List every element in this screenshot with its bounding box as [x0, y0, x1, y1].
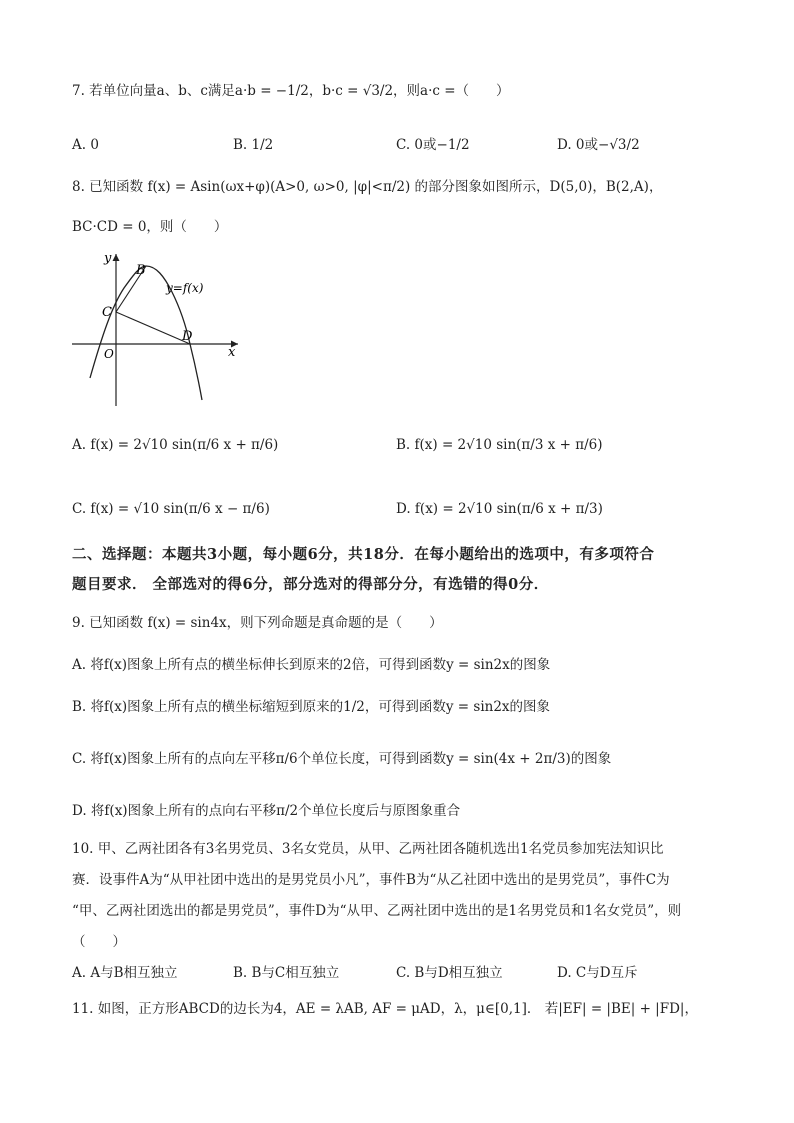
q7-option-d: D. 0或−√3/2 — [557, 137, 640, 153]
x-axis-label: x — [228, 345, 236, 360]
q9-option-d: D. 将f(x)图象上所有的点向右平移π/2个单位长度后与原图象重合 — [72, 803, 461, 819]
point-d-label: D — [182, 329, 193, 344]
q8-option-a: A. f(x) = 2√10 sin(π/6 x + π/6) — [72, 437, 279, 453]
q11-stem: 11. 如图，正方形ABCD的边长为4，AE = λAB, AF = μAD，λ，μ∈[0,1]． 若|EF| = |BE| + |FD|， — [72, 1001, 698, 1017]
q8-option-d: D. f(x) = 2√10 sin(π/6 x + π/3) — [396, 501, 603, 517]
q9-option-c: C. 将f(x)图象上所有的点向左平移π/6个单位长度，可得到函数y = sin(4x + 2π/3)的图象 — [72, 751, 612, 767]
origin-label: O — [104, 347, 114, 361]
curve-label: y=f(x) — [166, 281, 204, 295]
q9-option-b: B. 将f(x)图象上所有点的横坐标缩短到原来的1/2，可得到函数y = sin2x的图象 — [72, 699, 551, 715]
section2-line2: 题目要求． 全部选对的得6分，部分选对的得部分分，有选错的得0分． — [72, 576, 549, 593]
q10-option-c: C. B与D相互独立 — [396, 965, 503, 981]
q10-line1: 10. 甲、乙两社团各有3名男党员、3名女党员，从甲、乙两社团各随机选出1名党员参加宪法知识比 — [72, 841, 664, 857]
q7-stem-text: 7. 若单位向量a、b、c满足a·b = −1/2，b·c = √3/2，则a·c =（ ） — [72, 83, 510, 99]
point-b-label: B — [136, 263, 146, 278]
q10-line2: 赛．设事件A为“从甲社团中选出的是男党员小凡”，事件B为“从乙社团中选出的是男党员”，事件C为 — [72, 872, 670, 888]
section2-line1: 二、选择题：本题共3小题，每小题6分，共18分．在每小题给出的选项中，有多项符合 — [72, 546, 655, 563]
q8-option-c: C. f(x) = √10 sin(π/6 x − π/6) — [72, 501, 270, 517]
q10-line4: （ ） — [72, 934, 126, 950]
q9-stem: 9. 已知函数 f(x) = sin4x，则下列命题是真命题的是（ ） — [72, 615, 443, 631]
point-c-label: C — [102, 305, 112, 320]
q8-stem-line1: 8. 已知函数 f(x) = Asin(ωx+φ)(A>0, ω>0, |φ|<π/2) 的部分图象如图所示，D(5,0)，B(2,A)， — [72, 179, 663, 195]
q10-option-a: A. A与B相互独立 — [72, 965, 178, 981]
y-axis-label: y — [104, 251, 112, 266]
q8-function-graph — [68, 248, 248, 410]
q10-line3: “甲、乙两社团选出的都是男党员”，事件D为“从甲、乙两社团中选出的是1名男党员和1名女党员”，则 — [72, 903, 682, 919]
segment-cd — [116, 312, 190, 344]
q8-option-b: B. f(x) = 2√10 sin(π/3 x + π/6) — [396, 437, 603, 453]
q7-option-c: C. 0或−1/2 — [396, 137, 470, 153]
q8-stem-line2: BC·CD = 0，则（ ） — [72, 219, 228, 235]
q7-option-a: A. 0 — [72, 137, 99, 153]
q7-stem — [72, 82, 510, 100]
q10-option-b: B. B与C相互独立 — [233, 965, 340, 981]
q7-option-b: B. 1/2 — [233, 137, 274, 153]
q10-option-d: D. C与D互斥 — [557, 965, 638, 981]
q9-option-a: A. 将f(x)图象上所有点的横坐标伸长到原来的2倍，可得到函数y = sin2x的图象 — [72, 657, 551, 673]
